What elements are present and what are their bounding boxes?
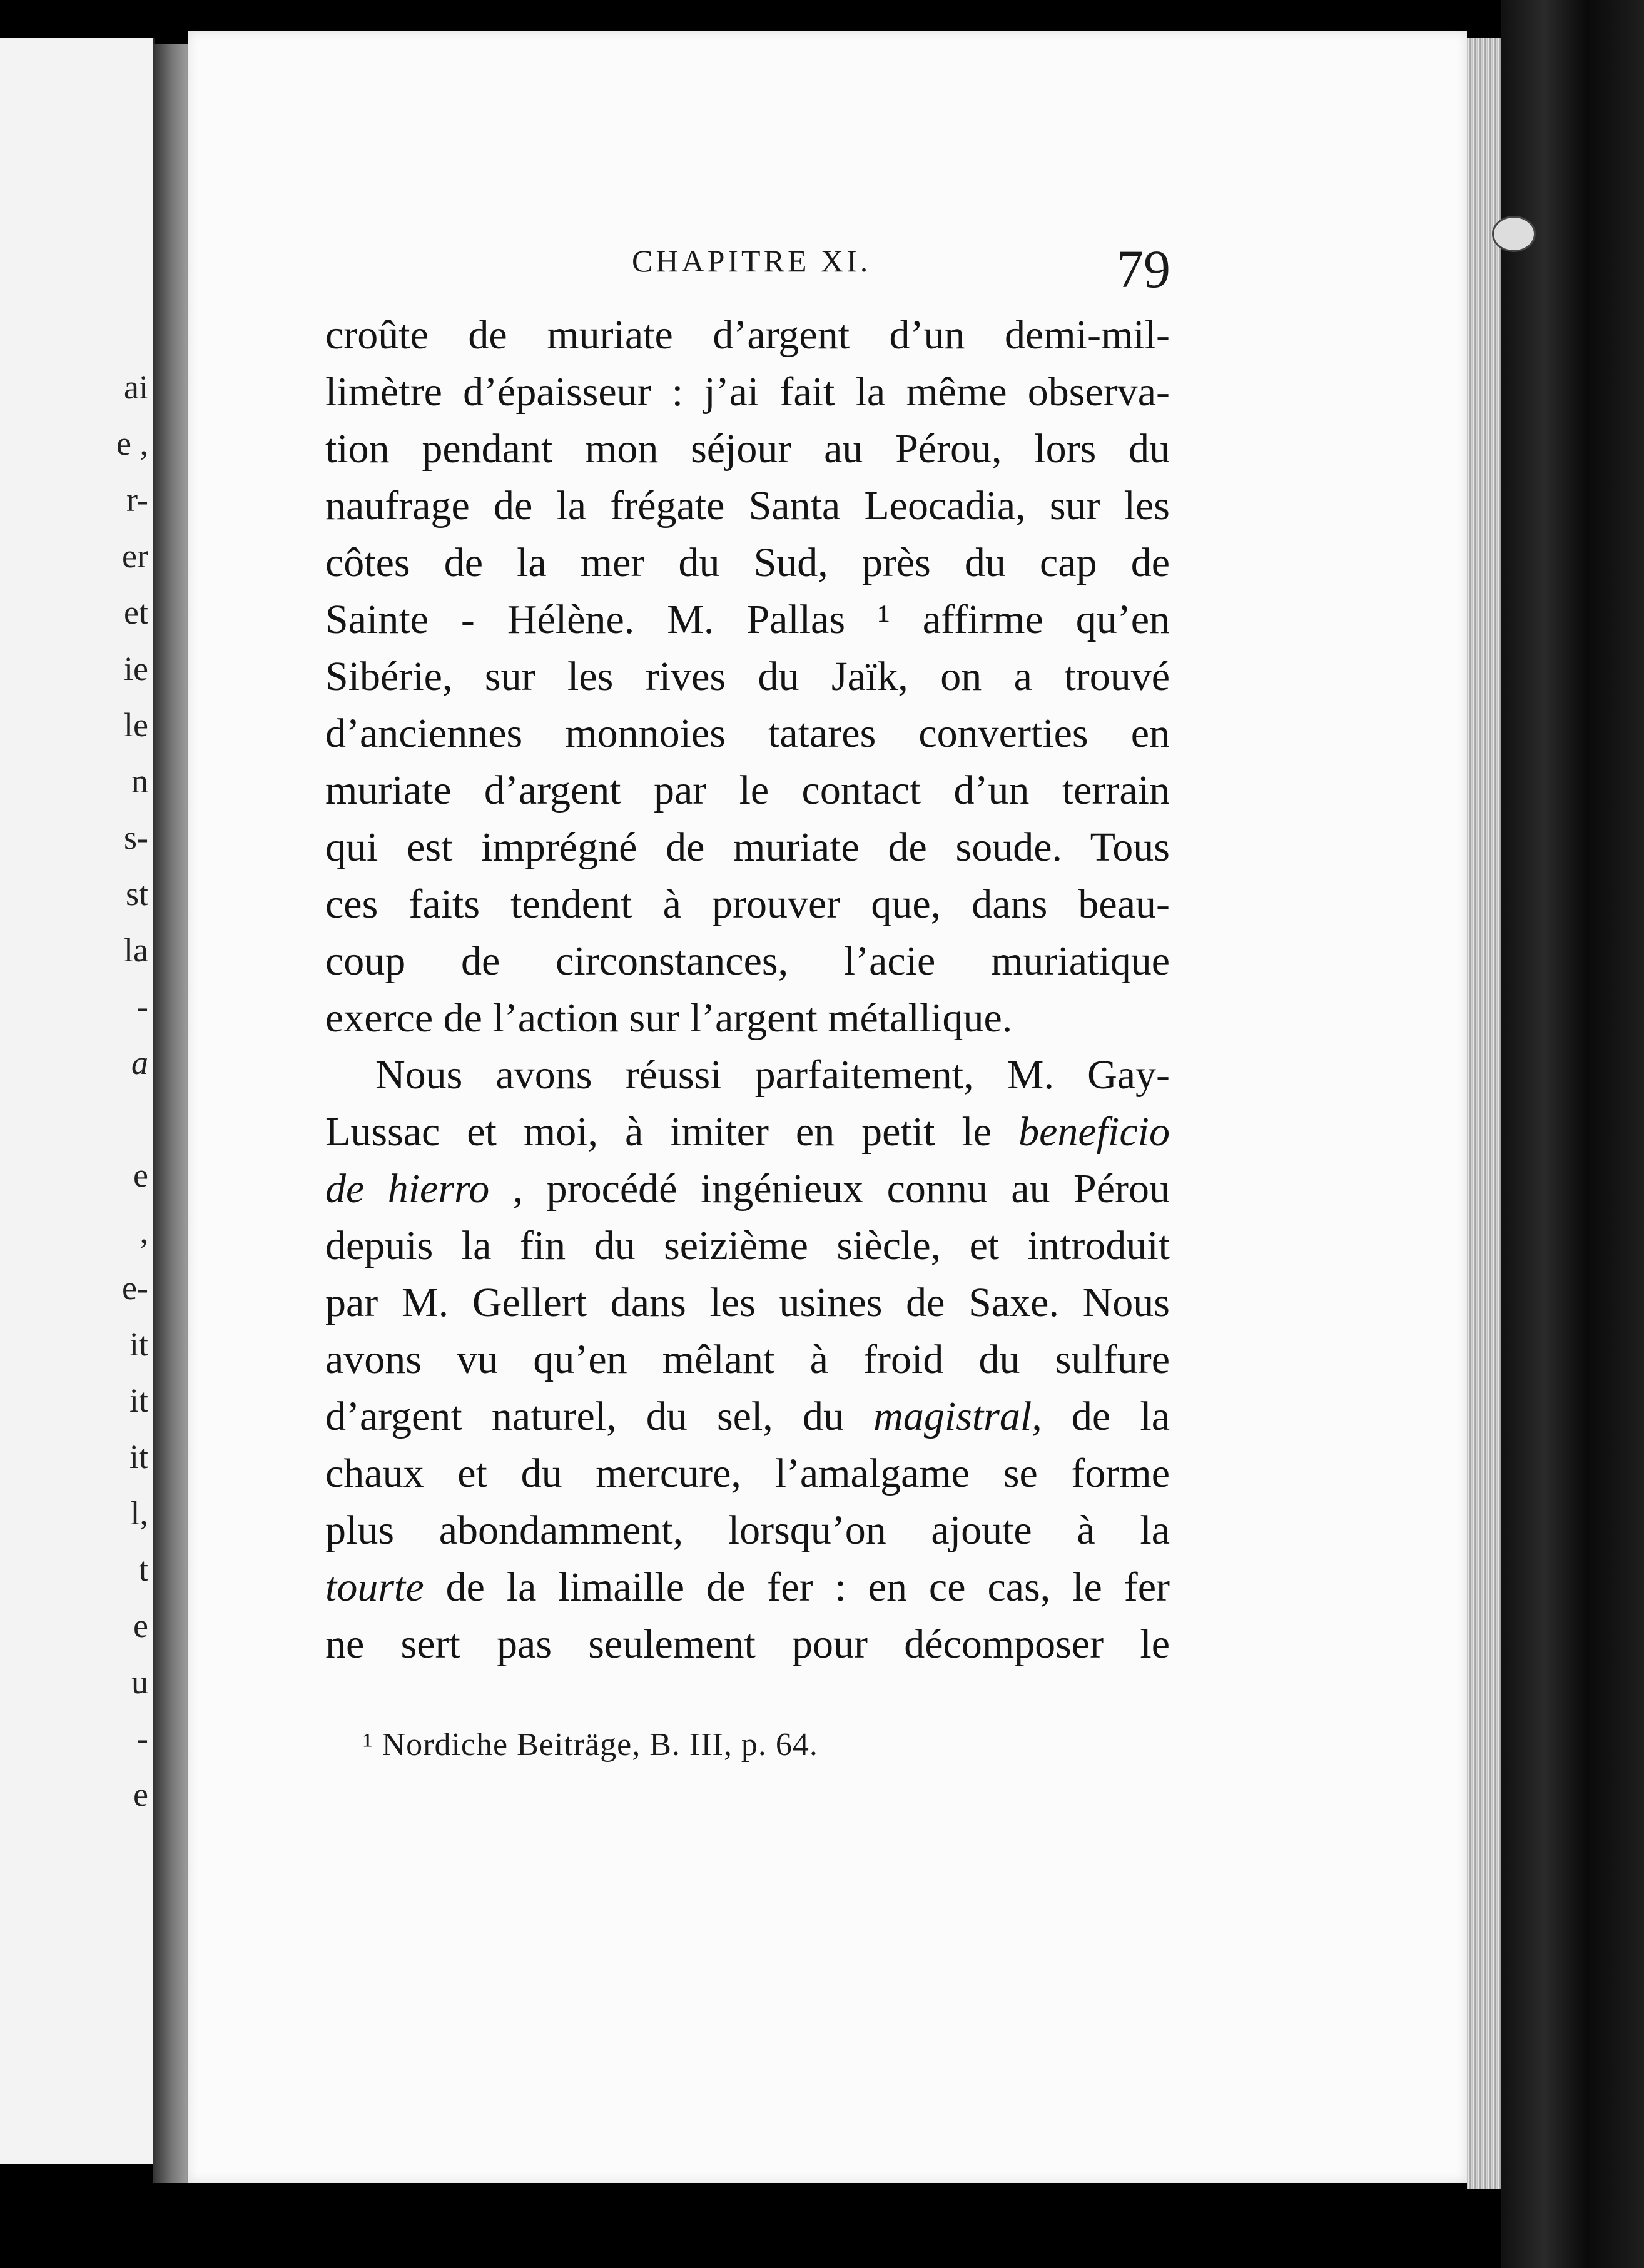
left-page-fragment: e — [133, 1776, 148, 1813]
page-edges — [1467, 38, 1501, 2189]
italic-term: beneficio — [1018, 1109, 1170, 1155]
text-line: limètre d’épaisseur : j’ai fait la même observa- — [325, 369, 1170, 415]
text-line: croûte de muriate d’argent d’un demi-mil- — [325, 312, 1170, 358]
left-page-fragment: it — [129, 1382, 148, 1419]
left-page-fragment: u — [131, 1663, 148, 1701]
text-line: Sibérie, sur les rives du Jaïk, on a trouvé — [325, 654, 1170, 699]
left-page-text-fragments — [0, 38, 153, 2164]
left-page-fragment: r- — [126, 481, 148, 519]
text-line — [325, 1559, 1170, 1616]
left-page-fragment: e — [133, 1607, 148, 1644]
text-line: coup de circonstances, l’acie muriatique — [325, 938, 1170, 984]
left-page-fragment: n — [131, 762, 148, 800]
left-page-fragment: la — [124, 931, 148, 969]
footnote: ¹ Nordiche Beiträge, B. III, p. 64. — [363, 1727, 818, 1763]
left-page-fragment: e — [133, 1157, 148, 1194]
left-page-fragment: er — [122, 537, 148, 575]
left-page-fragment: a — [131, 1044, 148, 1081]
italic-term: de hierro , — [325, 1166, 524, 1212]
text-line: Sainte - Hélène. M. Pallas ¹ affirme qu’en — [325, 597, 1170, 642]
text-line: naufrage de la frégate Santa Leocadia, sur les — [325, 483, 1170, 529]
text-line: chaux et du mercure, l’amalgame se forme — [325, 1450, 1170, 1496]
text-line: ne sert pas seulement pour décomposer le — [325, 1621, 1170, 1667]
text-line: avons vu qu’en mêlant à froid du sulfure — [325, 1337, 1170, 1382]
text-line: tion pendant mon séjour au Pérou, lors du — [325, 426, 1170, 472]
scanner-clip — [1492, 216, 1536, 252]
left-page-fragment: s- — [124, 819, 148, 856]
text-line: muriate d’argent par le contact d’un terrain — [325, 767, 1170, 813]
text-run: procédé ingénieux connu au Pérou — [546, 1166, 1170, 1212]
italic-term: magistral, — [873, 1394, 1042, 1439]
italic-term: tourte — [325, 1564, 424, 1610]
text-line — [325, 1388, 1170, 1445]
text-line: côtes de la mer du Sud, près du cap de — [325, 540, 1170, 585]
left-page-fragment: it — [129, 1438, 148, 1476]
text-line: plus abondamment, lorsqu’on ajoute à la — [325, 1507, 1170, 1553]
text-line — [325, 1103, 1170, 1160]
left-page-fragment: ie — [124, 650, 148, 687]
left-page-fragment: ai — [124, 368, 148, 406]
left-page-fragment: e , — [116, 425, 148, 462]
text-run: de la limaille de fer : en ce cas, le fer — [445, 1564, 1170, 1610]
body-text — [325, 306, 1170, 1673]
left-facing-page — [0, 38, 155, 2164]
left-page-fragment: st — [125, 875, 148, 913]
page-number: 79 — [1117, 239, 1170, 299]
left-page-fragment: - — [137, 988, 148, 1025]
text-line: Nous avons réussi parfaitement, M. Gay- — [375, 1052, 1170, 1098]
text-line: d’anciennes monnoies tatares converties en — [325, 711, 1170, 756]
book-spine — [1501, 0, 1644, 2268]
text-run: de la — [1071, 1394, 1170, 1439]
text-run: d’argent naturel, du sel, du — [325, 1394, 844, 1439]
text-line: exerce de l’action sur l’argent métallique. — [325, 995, 1013, 1041]
left-page-fragment: it — [129, 1325, 148, 1363]
left-page-fragment: - — [137, 1719, 148, 1757]
text-line: par M. Gellert dans les usines de Saxe. Nous — [325, 1280, 1170, 1325]
left-page-fragment: t — [138, 1551, 148, 1588]
left-page-fragment: , — [140, 1213, 148, 1250]
left-page-fragment: le — [124, 706, 148, 744]
text-run: Lussac et moi, à imiter en petit le — [325, 1109, 992, 1155]
text-line: qui est imprégné de muriate de soude. Tous — [325, 824, 1170, 870]
text-line: ces faits tendent à prouver que, dans beau- — [325, 881, 1170, 927]
left-page-fragment: et — [124, 594, 148, 631]
text-line — [325, 1160, 1170, 1217]
text-line: depuis la fin du seizième siècle, et introduit — [325, 1223, 1170, 1268]
left-page-fragment: l, — [130, 1494, 148, 1532]
left-page-fragment: e- — [122, 1269, 148, 1307]
running-head: CHAPITRE XI. — [632, 243, 871, 278]
